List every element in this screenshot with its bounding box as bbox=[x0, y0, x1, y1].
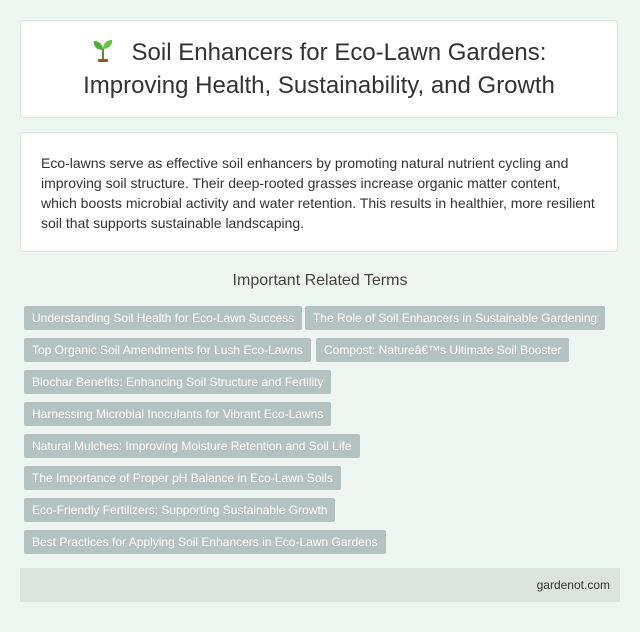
related-terms-heading: Important Related Terms bbox=[232, 272, 408, 289]
footer bbox=[20, 568, 620, 602]
term-tag-5[interactable]: Biochar Benefits: Enhancing Soil Structure and Fertility bbox=[24, 370, 331, 394]
term-tag-7[interactable]: Natural Mulches: Improving Moisture Retention and Soil Life bbox=[24, 434, 360, 458]
title-text-1: Soil Enhancers for Eco-Lawn Gardens: bbox=[131, 39, 547, 66]
footer-site-link[interactable]: gardenot.com bbox=[536, 578, 610, 592]
term-tag-4[interactable]: Compost: Natureâ€™s Ultimate Soil Booster bbox=[316, 338, 569, 362]
page-title-line-1 bbox=[92, 37, 547, 70]
title-card bbox=[20, 20, 618, 118]
sprout-icon bbox=[92, 38, 114, 70]
term-tag-1[interactable]: Understanding Soil Health for Eco-Lawn Success bbox=[24, 306, 302, 330]
intro-card bbox=[20, 132, 618, 252]
intro-text: Eco-lawns serve as effective soil enhancers by promoting natural nutrient cycling and improving soil structure. Their deep-rooted grasses increase organic matter content, which boosts microbial activity and water retention. This results in healthier, more resilient soil that supports sustainable landscaping. bbox=[41, 155, 595, 231]
term-tag-3[interactable]: Top Organic Soil Amendments for Lush Eco-Lawns bbox=[24, 338, 311, 362]
term-tag-6[interactable]: Harnessing Microbial Inoculants for Vibrant Eco-Lawns bbox=[24, 402, 331, 426]
term-tag-9[interactable]: Eco-Friendly Fertilizers: Supporting Sustainable Growth bbox=[24, 498, 335, 522]
term-tag-8[interactable]: The Importance of Proper pH Balance in Eco-Lawn Soils bbox=[24, 466, 341, 490]
term-tag-10[interactable]: Best Practices for Applying Soil Enhancers in Eco-Lawn Gardens bbox=[24, 530, 386, 554]
page-title-line-2: Improving Health, Sustainability, and Growth bbox=[83, 72, 555, 99]
term-tag-2[interactable]: The Role of Soil Enhancers in Sustainable Gardening bbox=[305, 306, 605, 330]
